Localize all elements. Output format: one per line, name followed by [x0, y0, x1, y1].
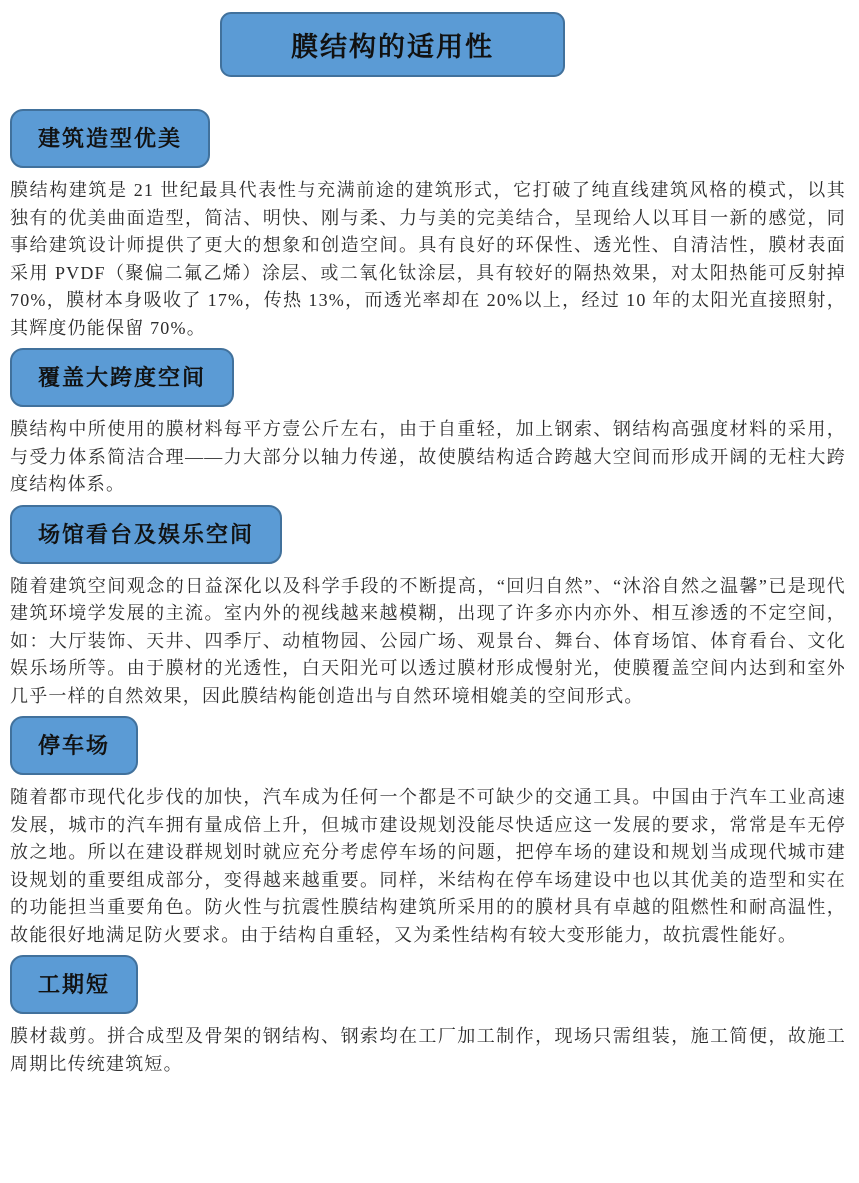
section-heading: 场馆看台及娱乐空间 [38, 521, 255, 547]
section-body: 膜结构中所使用的膜材料每平方壹公斤左右，由于自重轻，加上钢索、钢结构高强度材料的采用，与受力体系简洁合理——力大部分以轴力传递，故使膜结构适合跨越大空间而形成开阔的无柱大跨度结构体系。 [10, 419, 846, 494]
section-stadium-entertainment [0, 505, 859, 711]
page-title: 膜结构的适用性 [291, 32, 494, 62]
section-heading: 停车场 [38, 733, 111, 758]
section-heading-box [10, 505, 282, 564]
section-large-span-space [0, 348, 859, 499]
section-body: 膜材裁剪。拼合成型及骨架的钢结构、钢索均在工厂加工制作，现场只需组装，施工简便，故施工周期比传统建筑短。 [10, 1026, 846, 1074]
section-heading: 建筑造型优美 [38, 126, 183, 151]
section-heading-box [10, 109, 210, 168]
section-parking-lot [0, 716, 859, 949]
section-building-aesthetics [0, 109, 859, 342]
section-body: 膜结构建筑是 21 世纪最具代表性与充满前途的建筑形式，它打破了纯直线建筑风格的模式，以其独有的优美曲面造型，简洁、明快、刚与柔、力与美的完美结合，呈现给人以耳目一新的感觉，同事给建筑设计师提供了更大的想象和创造空间。具有良好的环保性、透光性、自清洁性，膜材表面采用 PVDF（聚偏二氟乙烯）涂层、或二氧化钛涂层，具有较好的隔热效果，对太阳热能可反射掉 70%，膜材本身吸收了 17%，传热 13%，而透光率却在 20%以上，经过 10 年的太阳光直接照射，其辉度仍能保留 70%。 [10, 180, 846, 338]
section-heading-box [10, 348, 234, 407]
section-heading: 工期短 [38, 972, 111, 997]
section-body: 随着都市现代化步伐的加快，汽车成为任何一个都是不可缺少的交通工具。中国由于汽车工业高速发展，城市的汽车拥有量成倍上升，但城市建设规划没能尽快适应这一发展的要求，常常是车无停放之地。所以在建设群规划时就应充分考虑停车场的问题，把停车场的建设和规划当成现代城市建设规划的重要组成部分，变得越来越重要。同样，米结构在停车场建设中也以其优美的造型和实在的功能担当重要角色。防火性与抗震性膜结构建筑所采用的的膜材具有卓越的阻燃性和耐高温性，故能很好地满足防火要求。由于结构自重轻，又为柔性结构有较大变形能力，故抗震性能好。 [10, 787, 846, 945]
section-body: 随着建筑空间观念的日益深化以及科学手段的不断提高，“回归自然”、“沐浴自然之温馨”已是现代建筑环境学发展的主流。室内外的视线越来越模糊，出现了许多亦内亦外、相互渗透的不定空间，如：大厅装饰、天井、四季厅、动植物园、公园广场、观景台、舞台、体育场馆、体育看台、文化娱乐场所等。由于膜材的光透性，白天阳光可以透过膜材形成慢射光，使膜覆盖空间内达到和室外几乎一样的自然效果，因此膜结构能创造出与自然环境相媲美的空间形式。 [10, 575, 846, 706]
section-heading-box [10, 716, 138, 775]
section-heading: 覆盖大跨度空间 [38, 365, 207, 390]
page-title-box [220, 12, 565, 77]
section-short-construction-period [0, 955, 859, 1078]
section-heading-box [10, 955, 138, 1014]
